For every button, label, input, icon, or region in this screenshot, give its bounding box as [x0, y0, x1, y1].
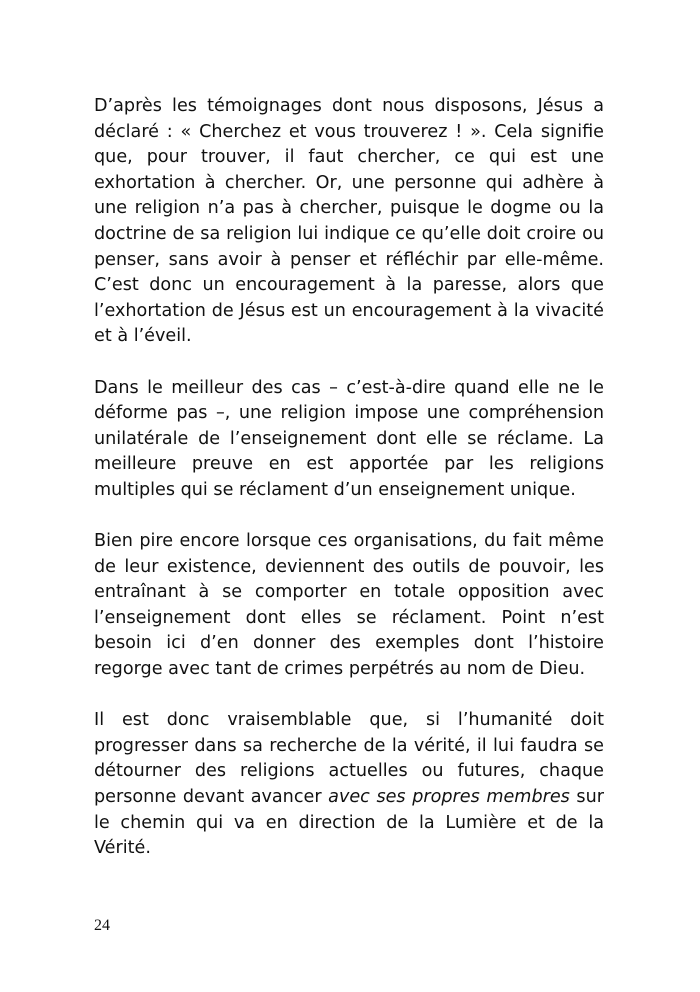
- paragraph-4-italic-phrase: avec ses propres membres: [328, 787, 570, 808]
- paragraph-2: Dans le meilleur des cas – c’est-à-dire quand elle ne le déforme pas –, une religion impose une compréhension unilatérale de l’enseignement dont elle se réclame. La meilleure preuve en est apportée par les religions multiples qui se réclament d’un enseignement unique.: [94, 377, 604, 500]
- paragraph-4: [94, 708, 604, 862]
- paragraph-4-text-end: sur le chemin qui va en direction de la Lumière et de la Vérité.: [94, 787, 604, 859]
- page-number: 24: [94, 917, 110, 934]
- paragraph-1: D’après les témoignages dont nous disposons, Jésus a déclaré : « Cherchez et vous trouverez ! ». Cela signifie que, pour trouver, il faut chercher, ce qui est une exhortation à chercher. Or, une personne qui adhère à une religion n’a pas à chercher, puisque le dogme ou la doctrine de sa religion lui indique ce qu’elle doit croire ou penser, sans avoir à penser et réfléchir par elle-même. C’est donc un encouragement à la paresse, alors que l’exhortation de Jésus est un encouragement à la vivacité et à l’éveil.: [94, 96, 604, 347]
- paragraph-3: Bien pire encore lorsque ces organisations, du fait même de leur existence, deviennent des outils de pouvoir, les entraînant à se comporter en totale opposition avec l’enseignement dont elles se réclament. Point n’est besoin ici d’en donner des exemples dont l’histoire regorge avec tant de crimes perpétrés au nom de Dieu.: [94, 531, 604, 680]
- paragraph-4-text-start: Il est donc vraisemblable que, si l’humanité doit progresser dans sa recherche de la vérité, il lui faudra se détourner des religions actuelles ou futures, chaque personne devant avancer: [94, 710, 604, 808]
- body-text: [94, 94, 604, 862]
